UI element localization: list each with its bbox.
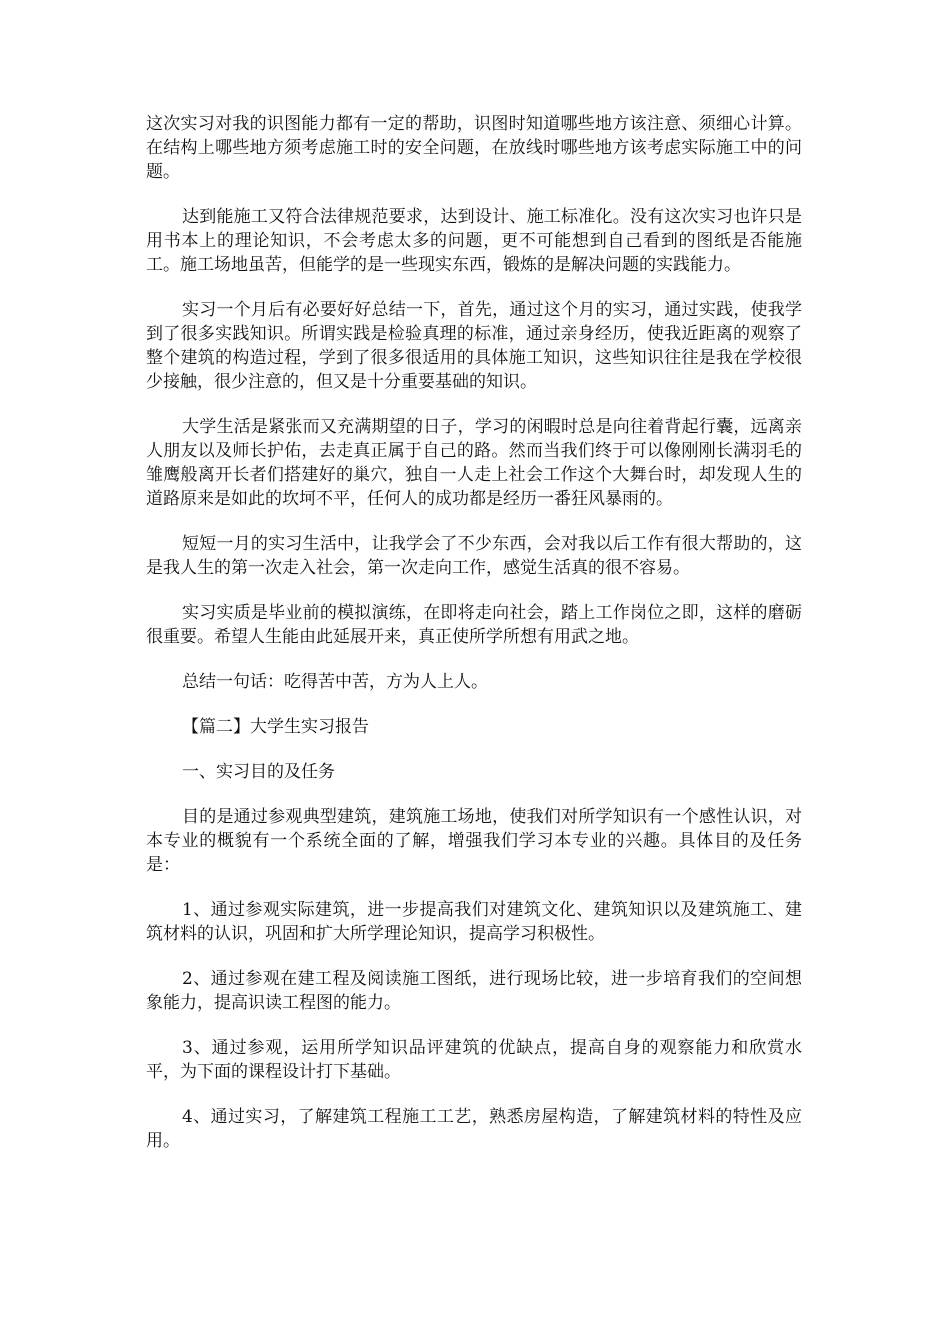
paragraph-6: 实习实质是毕业前的模拟演练，在即将走向社会，踏上工作岗位之即，这样的磨砺很重要。希望人生能由此延展开来，真正使所学所想有用武之地。 xyxy=(146,603,802,647)
paragraph-1: 这次实习对我的识图能力都有一定的帮助，识图时知道哪些地方该注意、须细心计算。在结构上哪些地方须考虑施工时的安全问题，在放线时哪些地方该考虑实际施工中的问题。 xyxy=(146,114,802,182)
paragraph-4: 大学生活是紧张而又充满期望的日子，学习的闲暇时总是向往着背起行囊，远离亲人朋友以及师长护佑，去走真正属于自己的路。然而当我们终于可以像刚刚长满羽毛的雏鹰般离开长者们搭建好的巢穴，独自一人走上社会工作这个大舞台时，却发现人生的道路原来是如此的坎坷不平，任何人的成功都是经历一番狂风暴雨的。 xyxy=(146,417,802,509)
paragraph-8: 【篇二】大学生实习报告 xyxy=(182,717,369,737)
document-page xyxy=(146,112,802,1174)
paragraph-9: 一、实习目的及任务 xyxy=(182,762,335,782)
paragraph-13: 3、通过参观，运用所学知识品评建筑的优缺点，提高自身的观察能力和欣赏水平，为下面的课程设计打下基础。 xyxy=(146,1038,802,1082)
paragraph-11: 1、通过参观实际建筑，进一步提高我们对建筑文化、建筑知识以及建筑施工、建筑材料的认识，巩固和扩大所学理论知识，提高学习积极性。 xyxy=(146,900,802,944)
paragraph-10: 目的是通过参观典型建筑，建筑施工场地，使我们对所学知识有一个感性认识，对本专业的概貌有一个系统全面的了解，增强我们学习本专业的兴趣。具体目的及任务是： xyxy=(146,807,802,875)
paragraph-2: 达到能施工又符合法律规范要求，达到设计、施工标准化。没有这次实习也许只是用书本上的理论知识，不会考虑太多的问题，更不可能想到自己看到的图纸是否能施工。施工场地虽苦，但能学的是一些现实东西，锻炼的是解决问题的实践能力。 xyxy=(146,207,802,275)
paragraph-5: 短短一月的实习生活中，让我学会了不少东西，会对我以后工作有很大帮助的，这是我人生的第一次走入社会，第一次走向工作，感觉生活真的很不容易。 xyxy=(146,534,802,578)
paragraph-3: 实习一个月后有必要好好总结一下，首先，通过这个月的实习，通过实践，使我学到了很多实践知识。所谓实践是检验真理的标准，通过亲身经历，使我近距离的观察了整个建筑的构造过程，学到了很多很适用的具体施工知识，这些知识往往是我在学校很少接触，很少注意的，但又是十分重要基础的知识。 xyxy=(146,300,802,392)
paragraph-7: 总结一句话：吃得苦中苦，方为人上人。 xyxy=(182,672,488,692)
paragraph-12: 2、通过参观在建工程及阅读施工图纸，进行现场比较，进一步培育我们的空间想象能力，提高识读工程图的能力。 xyxy=(146,969,802,1013)
paragraph-14: 4、通过实习，了解建筑工程施工工艺，熟悉房屋构造，了解建筑材料的特性及应用。 xyxy=(146,1107,802,1151)
